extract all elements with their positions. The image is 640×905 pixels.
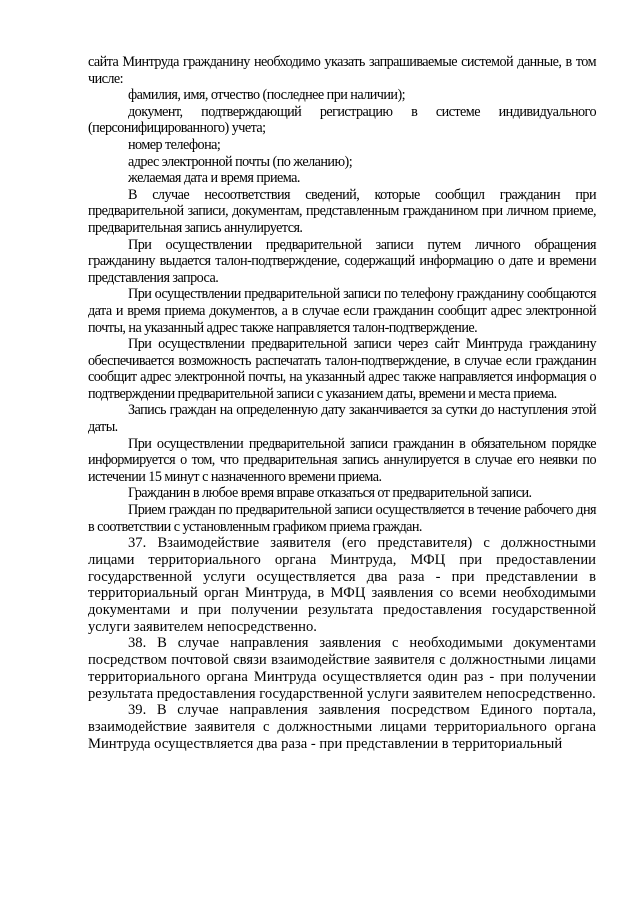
list-item-desired-date: желаемая дата и время приема. [128,170,300,187]
paragraph-refusal-right: Гражданин в любое время вправе отказаться от предварительной записи. [128,485,532,502]
section-39: 39. В случае направления заявления посредством Единого портала, взаимодействие заявителя с должностными лицами территориального органа Минтруда осуществляется два раза - при представлении в территориальный [88,702,596,752]
paragraph-intro: сайта Минтруда гражданину необходимо указать запрашиваемые системой данные, в том числе: [88,54,596,87]
list-item-email: адрес электронной почты (по желанию); [128,153,353,170]
paragraph-website-booking: При осуществлении предварительной записи через сайт Минтруда гражданину обеспечивается возможность распечатать талон-подтверждение, в случае если гражданин сообщит адрес электронной почты, на указанный адрес также направляется информация о подтверждении предварительной записи с указанием даты, времени и места приема. [88,336,596,402]
paragraph-mismatch: В случае несоответствия сведений, которые сообщил гражданин при предварительной записи, документам, представленным гражданином при личном приеме, предварительная запись аннулируется. [88,186,596,236]
paragraph-cancellation-notice: При осуществлении предварительной записи гражданин в обязательном порядке информируется о том, что предварительная запись аннулируется в случае его неявки по истечении 15 минут с назначенного времени приема. [88,435,596,485]
section-38: 38. В случае направления заявления с необходимыми документами посредством почтовой связи взаимодействие заявителя с должностными лицами территориального органа Минтруда осуществляется один раз - при получении результата предоставления государственной услуги заявителем непосредственно. [88,635,596,702]
paragraph-booking-deadline: Запись граждан на определенную дату заканчивается за сутки до наступления этой даты. [88,402,596,436]
list-item-full-name: фамилия, имя, отчество (последнее при наличии); [128,87,406,104]
list-item-phone: номер телефона; [128,136,221,153]
list-item-registration-document: документ, подтверждающий регистрацию в системе индивидуального (персонифицированного) учета; [88,103,596,137]
paragraph-phone-booking: При осуществлении предварительной записи по телефону гражданину сообщаются дата и время приема документов, а в случае если гражданин сообщит адрес электронной почты, на указанный адрес также направляется талон-подтверждение. [88,286,596,336]
document-page [88,54,596,752]
paragraph-reception-schedule: Прием граждан по предварительной записи осуществляется в течение рабочего дня в соответствии с установленным графиком приема граждан. [88,502,596,535]
section-37: 37. Взаимодействие заявителя (его представителя) с должностными лицами территориального органа Минтруда, МФЦ при предоставлении государственной услуги осуществляется два раза - при представлении в территориальный орган Минтруда, в МФЦ заявления со всеми необходимыми документами и при получении результата предоставления государственной услуги заявителем непосредственно. [88,535,596,635]
paragraph-personal-visit: При осуществлении предварительной записи путем личного обращения гражданину выдается талон-подтверждение, содержащий информацию о дате и времени представления запроса. [88,236,596,286]
